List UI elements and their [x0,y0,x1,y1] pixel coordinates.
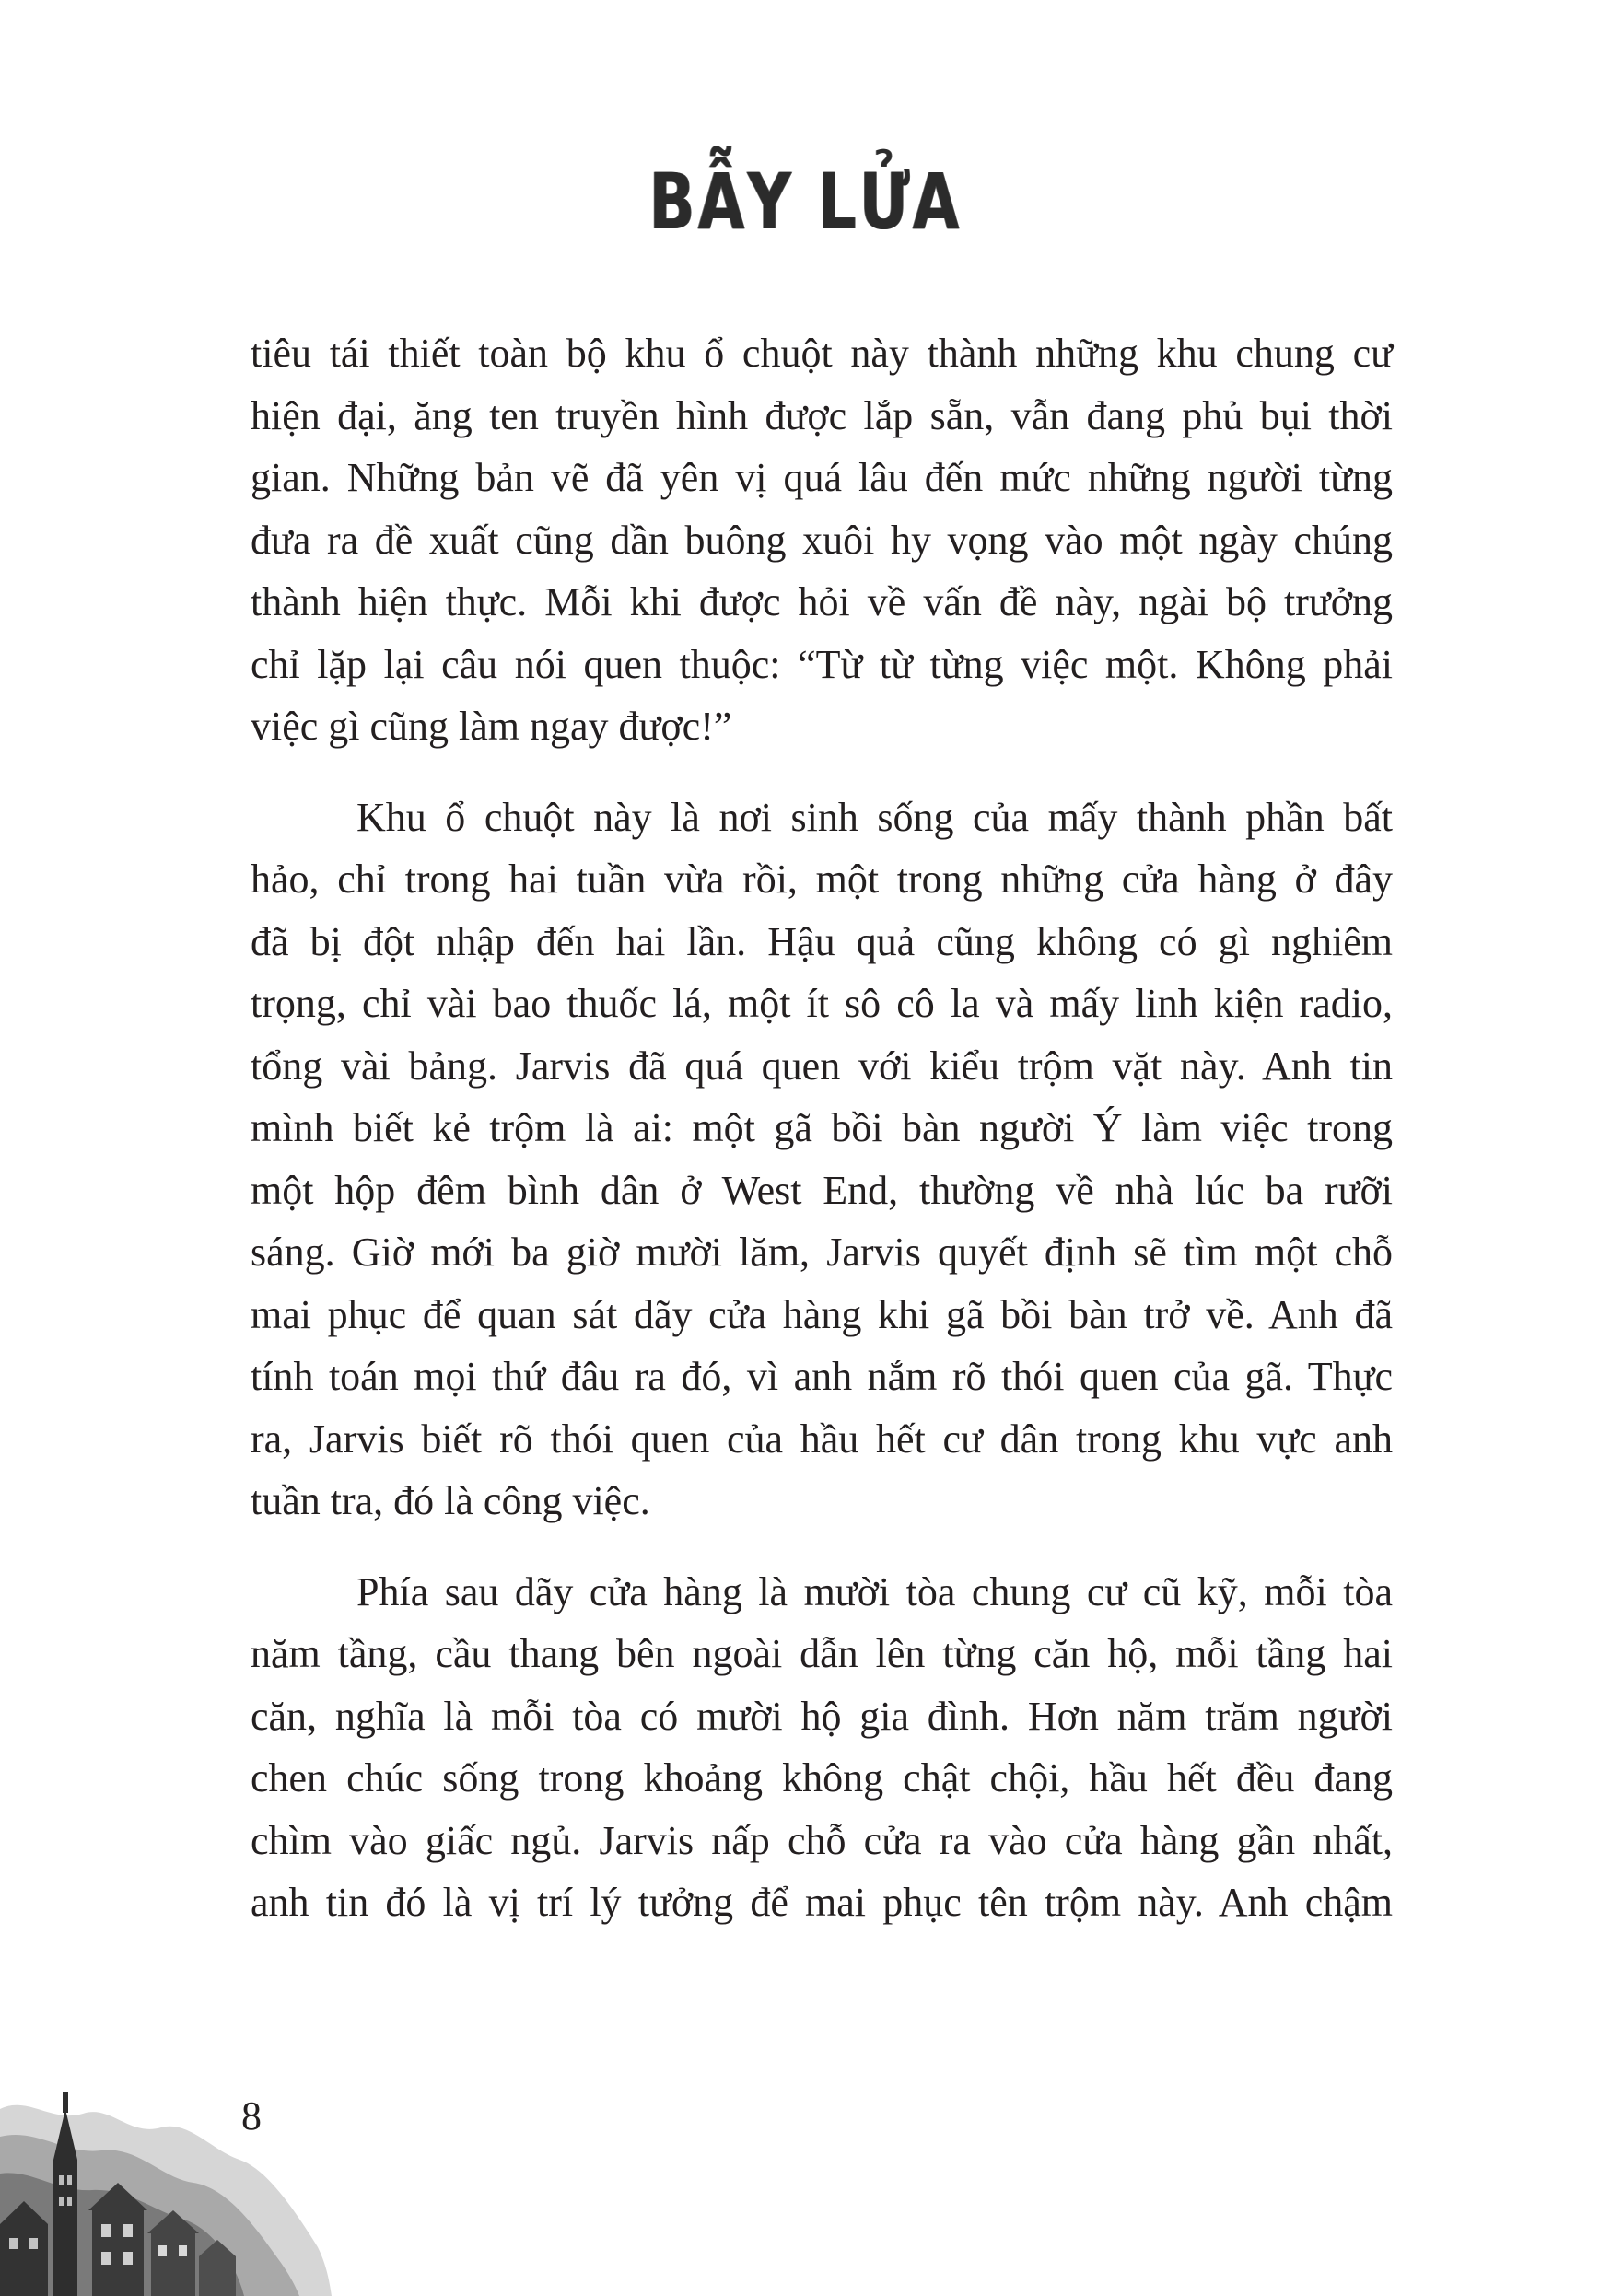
city-skyline-illustration [0,2072,332,2296]
text-line: thành hiện thực. Mỗi khi được hỏi về vấn đề này, ngài bộ trưởng [251,579,1393,624]
paragraph-1 [251,322,1393,758]
paragraph-2 [251,787,1393,1533]
text-line: năm tầng, cầu thang bên ngoài dẫn lên từng căn hộ, mỗi tầng hai [251,1631,1393,1676]
text-line: Khu ổ chuột này là nơi sinh sống của mấy thành phần bất [356,794,1393,840]
text-line: đã bị đột nhập đến hai lần. Hậu quả cũng không có gì nghiêm [251,918,1393,964]
text-line: mình biết kẻ trộm là ai: một gã bồi bàn người Ý làm việc trong [251,1105,1393,1150]
running-title: BẪY LỬA [648,157,963,247]
text-line: trọng, chỉ vài bao thuốc lá, một ít sô cô la và mấy linh kiện radio, [251,981,1393,1026]
text-line: chen chúc sống trong khoảng không chật chội, hầu hết đều đang [251,1755,1393,1801]
text-line: tiêu tái thiết toàn bộ khu ổ chuột này thành những khu chung cư [251,331,1393,376]
text-line: anh tin đó là vị trí lý tưởng để mai phục tên trộm này. Anh chậm [251,1880,1393,1925]
text-line: sáng. Giờ mới ba giờ mười lăm, Jarvis quyết định sẽ tìm một chỗ [251,1230,1393,1275]
text-line: tính toán mọi thứ đâu ra đó, vì anh nắm rõ thói quen của gã. Thực [251,1354,1393,1399]
text-line: việc gì cũng làm ngay được!” [251,704,732,749]
text-line: tổng vài bảng. Jarvis đã quá quen với kiểu trộm vặt này. Anh tin [251,1043,1393,1089]
text-line: tuần tra, đó là công việc. [251,1478,650,1523]
body-text [251,322,1393,1934]
page-number: 8 [241,2093,262,2139]
text-line: chìm vào giấc ngủ. Jarvis nấp chỗ cửa ra vào cửa hàng gần nhất, [251,1817,1393,1863]
text-line: đưa ra đề xuất cũng dần buông xuôi hy vọng vào một ngày chúng [251,517,1393,563]
paragraph-3 [251,1561,1393,1934]
text-line: ra, Jarvis biết rõ thói quen của hầu hết cư dân trong khu vực anh [251,1416,1393,1462]
text-line: Phía sau dãy cửa hàng là mười tòa chung cư cũ kỹ, mỗi tòa [356,1568,1393,1614]
text-line: gian. Những bản vẽ đã yên vị quá lâu đến mức những người từng [251,455,1393,500]
text-line: một hộp đêm bình dân ở West End, thường về nhà lúc ba rưỡi [251,1167,1393,1213]
text-line: hảo, chỉ trong hai tuần vừa rồi, một trong những cửa hàng ở đây [251,857,1393,902]
text-line: chỉ lặp lại câu nói quen thuộc: “Từ từ từng việc một. Không phải [251,641,1393,687]
text-line: hiện đại, ăng ten truyền hình được lắp sẵn, vẫn đang phủ bụi thời [251,392,1393,438]
text-line: mai phục để quan sát dãy cửa hàng khi gã bồi bàn trở về. Anh đã [251,1291,1393,1337]
text-line: căn, nghĩa là mỗi tòa có mười hộ gia đình. Hơn năm trăm người [251,1693,1393,1739]
